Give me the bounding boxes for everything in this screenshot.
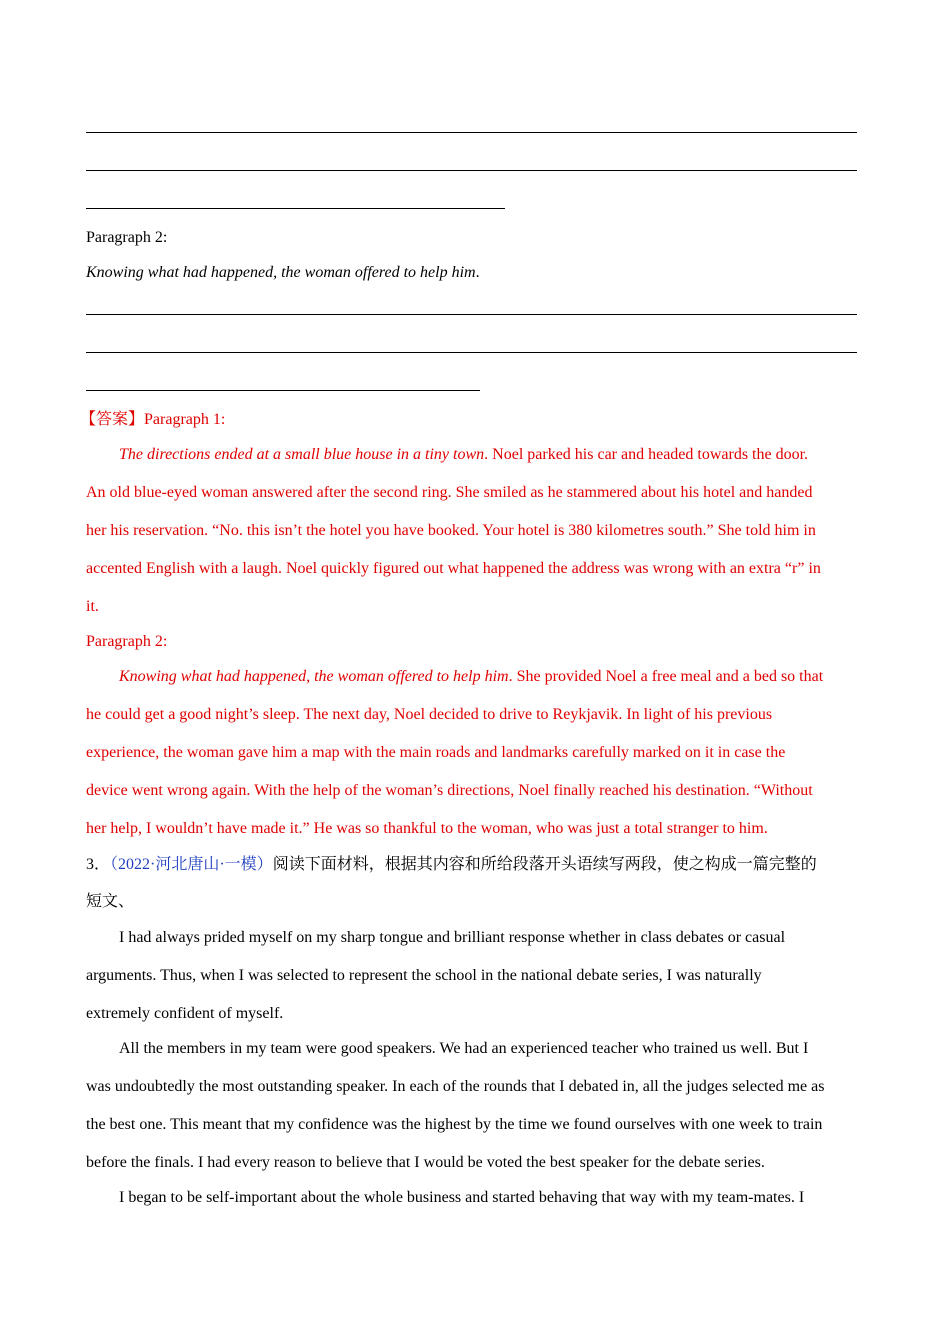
- answer-blank-line: [86, 208, 505, 209]
- paragraph2-label: Paragraph 2:: [86, 229, 168, 246]
- paragraph2-starter: [86, 263, 480, 283]
- answer-p2-line-2: experience, the woman gave him a map with the main roads and landmarks carefully marked on it in case the: [86, 744, 786, 761]
- q3-para3-line-0: I began to be self-important about the whole business and started behaving that way with my team-mates. I: [119, 1189, 805, 1206]
- answer-p1-line-4: it.: [86, 598, 99, 615]
- question3-instruction-line2: 短文、: [86, 893, 135, 910]
- answer-bracket-label: 【答案】: [80, 411, 145, 428]
- q3-para2-line-0: All the members in my team were good speakers. We had an experienced teacher who trained us well. But I: [119, 1040, 809, 1057]
- paragraph2-starter-text: Knowing what had happened, the woman offered to help him: [86, 264, 476, 281]
- answer-header: [80, 410, 225, 430]
- question3-number: 3．: [86, 856, 111, 873]
- answer-p1-starter: The directions ended at a small blue house in a tiny town: [119, 446, 485, 463]
- question3-header: [86, 855, 817, 875]
- q3-para2-line-2: the best one. This meant that my confidence was the highest by the time we found ourselves with one week to train: [86, 1116, 823, 1133]
- answer-p1-label: Paragraph 1:: [144, 411, 226, 428]
- q3-para1-line-1: arguments. Thus, when I was selected to represent the school in the national debate series, I was naturally: [86, 967, 762, 984]
- answer-p2-line-1: he could get a good night’s sleep. The next day, Noel decided to drive to Reykjavik. In light of his previous: [86, 706, 773, 723]
- answer-blank-line: [86, 352, 857, 353]
- answer-blank-line: [86, 314, 857, 315]
- answer-blank-line: [86, 170, 857, 171]
- answer-p2-line-3: device went wrong again. With the help of the woman’s directions, Noel finally reached his destination. “Without: [86, 782, 813, 799]
- q3-para2-line-1: was undoubtedly the most outstanding speaker. In each of the rounds that I debated in, all the judges selected me as: [86, 1078, 825, 1095]
- question3-source: （2022·河北唐山·一模）: [110, 856, 273, 873]
- paragraph2-starter-period: .: [475, 264, 480, 281]
- answer-p1-line-2: her his reservation. “No. this isn’t the hotel you have booked. Your hotel is 380 kilometres south.” She told him in: [86, 522, 816, 539]
- answer-p1-text: . Noel parked his car and headed towards the door.: [484, 446, 809, 463]
- q3-para2-line-3: before the finals. I had every reason to believe that I would be voted the best speaker for the debate series.: [86, 1154, 765, 1171]
- answer-blank-line: [86, 132, 857, 133]
- answer-p2-text: . She provided Noel a free meal and a bed so that: [508, 668, 824, 685]
- answer-p2-line-0: [119, 667, 823, 687]
- answer-p2-starter: Knowing what had happened, the woman offered to help him: [119, 668, 509, 685]
- answer-p2-label: Paragraph 2:: [86, 633, 168, 650]
- answer-p1-line-0: [119, 445, 808, 465]
- answer-p1-line-1: An old blue-eyed woman answered after the second ring. She smiled as he stammered about his hotel and handed: [86, 484, 813, 501]
- question3-instruction: 阅读下面材料，根据其内容和所给段落开头语续写两段，使之构成一篇完整的: [272, 856, 817, 873]
- q3-para1-line-2: extremely confident of myself.: [86, 1005, 284, 1022]
- answer-p1-line-3: accented English with a laugh. Noel quickly figured out what happened the address was wrong with an extra “r” in: [86, 560, 821, 577]
- answer-blank-line: [86, 390, 480, 391]
- answer-p2-line-4: her help, I wouldn’t have made it.” He was so thankful to the woman, who was just a total stranger to him.: [86, 820, 768, 837]
- q3-para1-line-0: I had always prided myself on my sharp tongue and brilliant response whether in class debates or casual: [119, 929, 786, 946]
